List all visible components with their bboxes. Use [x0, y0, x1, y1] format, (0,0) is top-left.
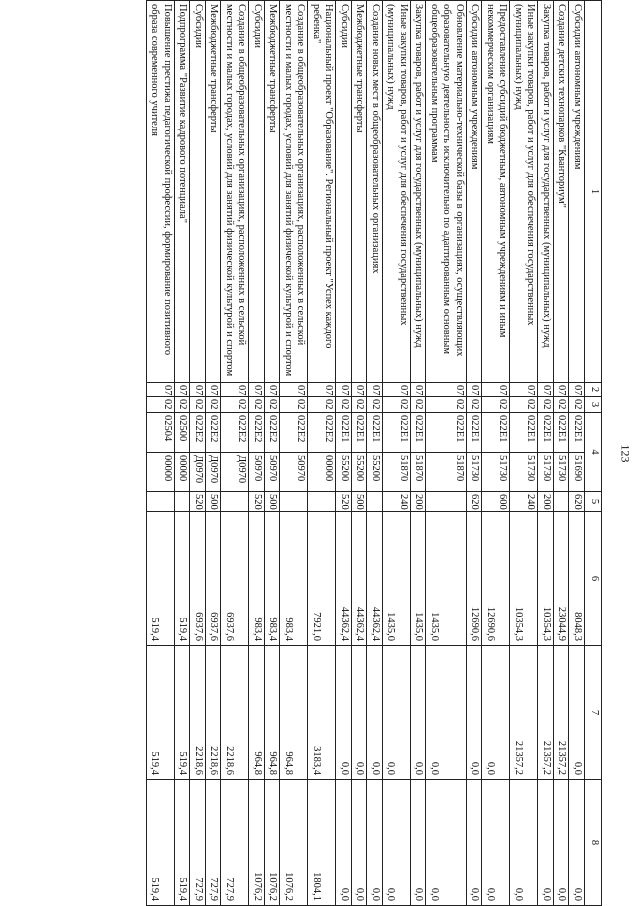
row-program-code: 022Е2 [280, 413, 308, 453]
row-program-code: 022Е2 [206, 413, 222, 453]
row-expense-type [367, 492, 383, 512]
row-direction-code: 51730 [538, 453, 554, 492]
row-name: Национальный проект "Образование". Региональный проект "Успех каждого ребенка" [308, 1, 336, 383]
header-col-amount-3: 8 [585, 780, 602, 906]
row-name: Создание в общеобразовательных организациях, расположенных в сельской местности и малых городах, условий для занятий физической культурой и спортом [221, 1, 249, 383]
header-row [585, 1, 602, 906]
row-expense-type [426, 492, 467, 512]
row-program-code: 022Е1 [510, 413, 538, 453]
row-subsection: 02 [190, 397, 206, 413]
row-section: 07 [221, 383, 249, 397]
row-program-code: 022Е2 [308, 413, 336, 453]
row-subsection: 02 [482, 397, 510, 413]
row-expense-type: 520 [190, 492, 206, 512]
row-expense-type [308, 492, 336, 512]
row-amount-3: 519,4 [175, 780, 191, 906]
row-section: 07 [510, 383, 538, 397]
row-amount-3: 1804,1 [308, 780, 336, 906]
row-subsection: 02 [538, 397, 554, 413]
table-row [554, 1, 570, 906]
row-subsection: 02 [367, 397, 383, 413]
row-amount-3: 0,0 [569, 780, 585, 906]
header-col-amount-1: 6 [585, 512, 602, 646]
row-name: Субсидии автономным учреждениям [569, 1, 585, 383]
table-row [147, 1, 175, 906]
row-amount-1: 6937,6 [190, 512, 206, 646]
row-amount-1: 8048,3 [569, 512, 585, 646]
row-subsection: 02 [147, 397, 175, 413]
row-amount-1: 983,4 [280, 512, 308, 646]
row-amount-2: 964,8 [249, 646, 265, 780]
row-expense-type [147, 492, 175, 512]
row-direction-code: 00000 [147, 453, 175, 492]
row-direction-code: 51730 [482, 453, 510, 492]
row-expense-type [221, 492, 249, 512]
row-amount-2: 2218,6 [206, 646, 222, 780]
row-program-code: 02500 [175, 413, 191, 453]
row-expense-type: 620 [467, 492, 483, 512]
row-expense-type: 500 [206, 492, 222, 512]
row-section: 07 [482, 383, 510, 397]
row-amount-1: 1435,0 [426, 512, 467, 646]
row-amount-3: 1076,2 [265, 780, 281, 906]
table-row [367, 1, 383, 906]
row-program-code: 022Е1 [426, 413, 467, 453]
row-program-code: 022Е2 [265, 413, 281, 453]
header-col-article: 4 [585, 413, 602, 492]
row-section: 07 [249, 383, 265, 397]
row-subsection: 02 [308, 397, 336, 413]
page-number: 123 [618, 444, 633, 463]
row-amount-2: 0,0 [467, 646, 483, 780]
row-subsection: 02 [569, 397, 585, 413]
row-subsection: 02 [352, 397, 368, 413]
row-name: Подпрограмма "Развитие кадрового потенциала" [175, 1, 191, 383]
row-amount-3: 1076,2 [280, 780, 308, 906]
row-subsection: 02 [175, 397, 191, 413]
row-name: Субсидии [249, 1, 265, 383]
row-name: Межбюджетные трансферты [352, 1, 368, 383]
row-program-code: 022Е1 [554, 413, 570, 453]
row-program-code: 022Е1 [569, 413, 585, 453]
row-amount-2: 0,0 [383, 646, 411, 780]
row-subsection: 02 [426, 397, 467, 413]
row-subsection: 02 [336, 397, 352, 413]
row-section: 07 [190, 383, 206, 397]
row-program-code: 022Е1 [336, 413, 352, 453]
table-row [411, 1, 427, 906]
row-expense-type: 240 [510, 492, 538, 512]
row-direction-code: 51730 [554, 453, 570, 492]
row-expense-type [175, 492, 191, 512]
table-row [249, 1, 265, 906]
table-row [206, 1, 222, 906]
row-subsection: 02 [221, 397, 249, 413]
table-row [280, 1, 308, 906]
row-amount-1: 6937,6 [206, 512, 222, 646]
row-subsection: 02 [411, 397, 427, 413]
row-subsection: 02 [510, 397, 538, 413]
row-amount-2: 0,0 [482, 646, 510, 780]
row-amount-3: 0,0 [352, 780, 368, 906]
row-direction-code: Д0970 [190, 453, 206, 492]
row-section: 07 [426, 383, 467, 397]
row-amount-2: 519,4 [175, 646, 191, 780]
row-amount-2: 0,0 [411, 646, 427, 780]
row-amount-1: 6937,6 [221, 512, 249, 646]
row-subsection: 02 [467, 397, 483, 413]
row-program-code: 022Е2 [190, 413, 206, 453]
row-direction-code: 50970 [280, 453, 308, 492]
rotated-document [42, 0, 602, 905]
row-subsection: 02 [383, 397, 411, 413]
row-name: Повышение престижа педагогической профессии, формирование позитивного образа современного учителя [147, 1, 175, 383]
row-amount-2: 519,4 [147, 646, 175, 780]
row-expense-type: 520 [249, 492, 265, 512]
row-amount-2: 0,0 [569, 646, 585, 780]
row-expense-type: 500 [265, 492, 281, 512]
row-name: Создание новых мест в общеобразовательных организациях [367, 1, 383, 383]
row-amount-3: 0,0 [383, 780, 411, 906]
row-amount-1: 12690,6 [467, 512, 483, 646]
row-amount-2: 0,0 [426, 646, 467, 780]
row-amount-3: 0,0 [538, 780, 554, 906]
table-row [336, 1, 352, 906]
row-section: 07 [554, 383, 570, 397]
table-body [147, 1, 585, 906]
row-direction-code: 51690 [569, 453, 585, 492]
row-amount-3: 0,0 [554, 780, 570, 906]
table-row [538, 1, 554, 906]
row-amount-3: 519,4 [147, 780, 175, 906]
row-direction-code: 55200 [336, 453, 352, 492]
row-name: Предоставление субсидий бюджетным, автономным учреждениям и иным некоммерческим организациям [482, 1, 510, 383]
row-section: 07 [467, 383, 483, 397]
row-amount-1: 12690,6 [482, 512, 510, 646]
row-section: 07 [265, 383, 281, 397]
row-amount-2: 3183,4 [308, 646, 336, 780]
row-direction-code: 00000 [308, 453, 336, 492]
row-name: Создание детских технопарков "Кванториум" [554, 1, 570, 383]
row-section: 07 [352, 383, 368, 397]
row-name: Закупка товаров, работ и услуг для государственных (муниципальных) нужд [411, 1, 427, 383]
row-direction-code: 55200 [352, 453, 368, 492]
row-subsection: 02 [206, 397, 222, 413]
header-col-section: 2 [585, 383, 602, 397]
row-amount-2: 2218,6 [221, 646, 249, 780]
row-direction-code: 00000 [175, 453, 191, 492]
row-amount-3: 727,9 [206, 780, 222, 906]
row-section: 07 [538, 383, 554, 397]
row-direction-code: 51730 [510, 453, 538, 492]
row-name: Закупка товаров, работ и услуг для государственных (муниципальных) нужд [538, 1, 554, 383]
row-subsection: 02 [265, 397, 281, 413]
row-amount-2: 0,0 [367, 646, 383, 780]
table-row [352, 1, 368, 906]
budget-table [146, 0, 602, 906]
row-amount-2: 964,8 [265, 646, 281, 780]
row-amount-1: 44362,4 [367, 512, 383, 646]
row-amount-1: 10354,3 [510, 512, 538, 646]
row-amount-1: 1435,0 [411, 512, 427, 646]
row-program-code: 022Е1 [538, 413, 554, 453]
row-amount-1: 983,4 [265, 512, 281, 646]
row-amount-3: 0,0 [482, 780, 510, 906]
row-direction-code: 50970 [265, 453, 281, 492]
row-amount-1: 7921,0 [308, 512, 336, 646]
row-amount-3: 1076,2 [249, 780, 265, 906]
table-row [308, 1, 336, 906]
row-amount-3: 0,0 [411, 780, 427, 906]
table-row [569, 1, 585, 906]
table-row [383, 1, 411, 906]
row-section: 07 [280, 383, 308, 397]
row-amount-3: 0,0 [367, 780, 383, 906]
row-subsection: 02 [249, 397, 265, 413]
row-amount-2: 964,8 [280, 646, 308, 780]
table-row [426, 1, 467, 906]
row-direction-code: 55200 [367, 453, 383, 492]
header-col-name: 1 [585, 1, 602, 383]
row-program-code: 022Е1 [352, 413, 368, 453]
row-subsection: 02 [554, 397, 570, 413]
row-amount-1: 23044,9 [554, 512, 570, 646]
row-direction-code: 51870 [411, 453, 427, 492]
row-section: 07 [308, 383, 336, 397]
table-row [190, 1, 206, 906]
header-col-subsection: 3 [585, 397, 602, 413]
row-amount-2: 21357,2 [554, 646, 570, 780]
row-amount-3: 727,9 [221, 780, 249, 906]
row-direction-code: Д0970 [221, 453, 249, 492]
row-amount-1: 44362,4 [352, 512, 368, 646]
row-subsection: 02 [280, 397, 308, 413]
row-section: 07 [175, 383, 191, 397]
row-expense-type [280, 492, 308, 512]
row-direction-code: 51870 [426, 453, 467, 492]
row-amount-2: 0,0 [336, 646, 352, 780]
row-direction-code: 50970 [249, 453, 265, 492]
row-name: Субсидии [336, 1, 352, 383]
row-amount-3: 0,0 [467, 780, 483, 906]
row-program-code: 022Е1 [467, 413, 483, 453]
page-canvas [42, 0, 602, 905]
row-expense-type [554, 492, 570, 512]
row-section: 07 [411, 383, 427, 397]
row-name: Межбюджетные трансферты [265, 1, 281, 383]
row-amount-1: 44362,4 [336, 512, 352, 646]
row-direction-code: 51730 [467, 453, 483, 492]
row-section: 07 [383, 383, 411, 397]
table-row [467, 1, 483, 906]
table-row [221, 1, 249, 906]
row-expense-type: 200 [411, 492, 427, 512]
table-row [175, 1, 191, 906]
row-program-code: 022Е2 [221, 413, 249, 453]
row-amount-1: 10354,3 [538, 512, 554, 646]
row-expense-type: 620 [569, 492, 585, 512]
row-amount-3: 0,0 [336, 780, 352, 906]
row-expense-type: 500 [352, 492, 368, 512]
row-program-code: 02504 [147, 413, 175, 453]
header-col-expense-type: 5 [585, 492, 602, 512]
row-expense-type: 200 [538, 492, 554, 512]
row-expense-type: 240 [383, 492, 411, 512]
row-name: Межбюджетные трансферты [206, 1, 222, 383]
row-amount-2: 21357,2 [538, 646, 554, 780]
table-row [265, 1, 281, 906]
row-name: Иные закупки товаров, работ и услуг для обеспечения государственных (муниципальных) нужд [383, 1, 411, 383]
row-amount-1: 1435,0 [383, 512, 411, 646]
row-program-code: 022Е1 [383, 413, 411, 453]
row-amount-2: 21357,2 [510, 646, 538, 780]
row-section: 07 [569, 383, 585, 397]
row-expense-type: 520 [336, 492, 352, 512]
row-section: 07 [147, 383, 175, 397]
row-section: 07 [206, 383, 222, 397]
table-row [510, 1, 538, 906]
row-amount-3: 727,9 [190, 780, 206, 906]
row-program-code: 022Е1 [367, 413, 383, 453]
row-name: Субсидии автономным учреждениям [467, 1, 483, 383]
row-amount-1: 519,4 [147, 512, 175, 646]
row-program-code: 022Е2 [249, 413, 265, 453]
row-amount-2: 0,0 [352, 646, 368, 780]
row-program-code: 022Е1 [411, 413, 427, 453]
table-row [482, 1, 510, 906]
row-expense-type: 600 [482, 492, 510, 512]
row-amount-3: 0,0 [510, 780, 538, 906]
row-amount-3: 0,0 [426, 780, 467, 906]
row-name: Субсидии [190, 1, 206, 383]
row-amount-1: 519,4 [175, 512, 191, 646]
row-section: 07 [336, 383, 352, 397]
row-direction-code: 51870 [383, 453, 411, 492]
row-name: Создание в общеобразовательных организациях, расположенных в сельской местности и малых городах, условий для занятий физической культурой и спортом [280, 1, 308, 383]
row-section: 07 [367, 383, 383, 397]
row-amount-1: 983,4 [249, 512, 265, 646]
row-amount-2: 2218,6 [190, 646, 206, 780]
row-program-code: 022Е1 [482, 413, 510, 453]
row-name: Обновление материально-технической базы в организациях, осуществляющих образовательную деятельность исключительно по адаптированным основным общеобразовательным программам [426, 1, 467, 383]
row-name: Иные закупки товаров, работ и услуг для обеспечения государственных (муниципальных) нужд [510, 1, 538, 383]
header-col-amount-2: 7 [585, 646, 602, 780]
row-direction-code: Д0970 [206, 453, 222, 492]
